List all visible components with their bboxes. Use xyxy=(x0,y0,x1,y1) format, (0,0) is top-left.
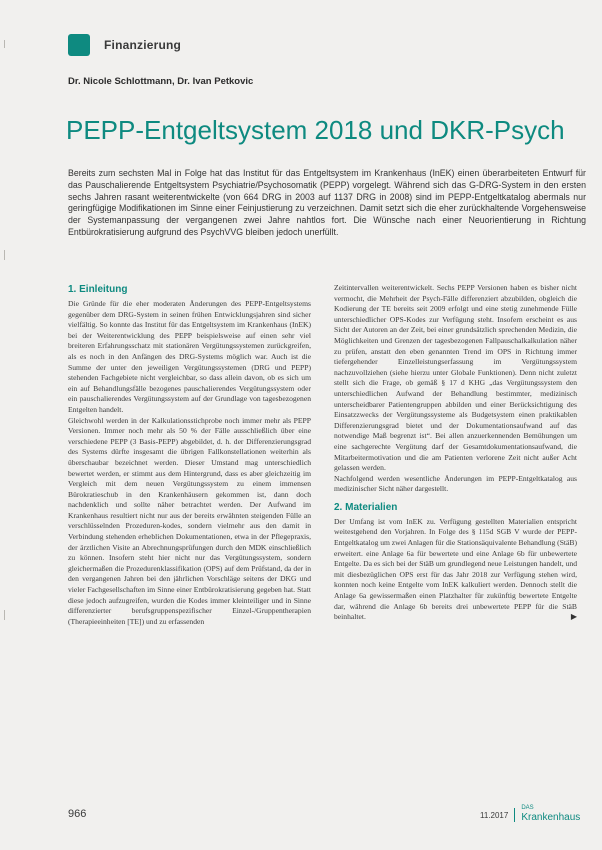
body-paragraph: Nachfolgend werden wesentliche Änderungen im PEPP-Entgeltkatalog aus medizinischer Sicht näher dargestellt. xyxy=(334,473,577,494)
issue-date: 11.2017 xyxy=(480,811,509,820)
footer-journal xyxy=(480,804,580,822)
scan-margin-mark xyxy=(4,250,5,260)
body-paragraph: Gleichwohl werden in der Kalkulationsstichprobe noch immer mehr als PEPP Versionen. Immer noch mehr als 50 % der Fälle ausschließlich über eine verschiedene PEPP (3 Basis-PEPP) abgebildet, d. h. der Differenzierungsgrad des Systems dürfte insgesamt die übrigen Fallkonstellationen weiterhin als überschaubar bezeichnet werden. Dieser Umstand mag unterschiedlich bewertet werden, er stimmt aus dem Hintergrund, dass es aber gleichzeitig im Vergleich mit dem neuen Vergütungssystem zu einem immensen Bürokratieschub in den Krankenhäusern gekommen ist, dann doch nachdenklich und sollte näher betrachtet werden. Der Aufwand im Krankenhaus resultiert nicht nur aus der bereits erwähnten steigenden Fülle an verschlüsselnden Prozeduren-kodes, sondern vielmehr aus den damit in Verbindung stehenden erheblichen Dokumentationen, etwa in der Pflegepraxis, der ärztlichen Visite an Abrechnungsprüfungen durch den MDK einschließlich zu können. Insofern steht hier nicht nur das Vergütungssystem, sondern gleichermaßen die Prozedurenklassifikation (OPS) auf dem Prüfstand, da der in den vergangenen Jahren bei den jährlichen Vorschläge seitens der DKG und vieler Fachgesellschaften im Sinne einer Entbürokratisierung gegeben hat. Statt diese jedoch aufzugreifen, wurden die Kodes immer kleinteiliger und in Sinne differenzierter berufsgruppenspezifischer Einzel-/Gruppentherapien (Therapieeinheiten [TE]) und zu erfassenden xyxy=(68,415,311,626)
section-category-label: Finanzierung xyxy=(104,38,182,52)
page-number: 966 xyxy=(68,808,87,820)
journal-logo-small: DAS xyxy=(521,805,534,811)
scan-margin-mark xyxy=(4,40,5,48)
article-title: PEPP-Entgeltsystem 2018 und DKR-Psych xyxy=(66,115,565,146)
journal-logo-name: Krankenhaus xyxy=(521,812,581,823)
journal-logo xyxy=(521,804,580,822)
scan-margin-mark xyxy=(4,610,5,620)
article-authors: Dr. Nicole Schlottmann, Dr. Ivan Petkovic xyxy=(68,76,254,87)
article-lead: Bereits zum sechsten Mal in Folge hat das Institut für das Entgeltsystem im Krankenhaus (InEK) einen überarbeiteten Entwurf für das Pauschalierende Entgeltsystem Psychiatrie/Psychosomatik (PEPP) vorgelegt. Während sich das G-DRG-System in den ersten sechs Jahren rasant weiterentwickelte (von 664 DRG in 2003 auf 1137 DRG in 2008) sind im PEPP-Entgeltkatalog abermals nur geringfügige Modifikationen im Sinne einer Feinjustierung zu verzeichnen. Damit setzt sich die eher zurückhaltende Vorgehensweise der Systemanpassung der vergangenen zwei Jahre nahtlos fort. Die Wünsche nach einer Neuorientierung in Richtung Entbürokratisierung aufgrund des PsychVVG bleiben jedoch unerfüllt. xyxy=(68,168,586,237)
section-heading-introduction: 1. Einleitung xyxy=(68,284,128,295)
footer-divider xyxy=(514,808,515,822)
column-right xyxy=(334,283,577,623)
body-paragraph-text: Der Umfang ist vom InEK zu. Verfügung gestellten Materialien entspricht weitestgehend den Vorjahren. In Folge des § 115d SGB V wurde der PEPP-Entgeltkatalog um zwei Anlagen für die Stationsäquivalente Behandlung (StäB) erweitert. eine Anlage 6a für bewertete und eine Anlage 6b für unbewertete Entgelte. Da es sich bei der StäB um grundlegend neue Leistungen handelt, und mit diesbezüglichen OPS erst für das Jahr 2018 zur Verfügung stehen wird, konnten noch keine Entgelte vom InEK kalkuliert werden. Dennoch stellt die Anlage 6a gewissermaßen einen Platzhalter für zukünftig bewertete Entgelte dar, während die Anlage 6b bereits drei unbewertete PEPP für die StäB beinhaltet. xyxy=(334,516,577,622)
body-paragraph: Die Gründe für die eher moderaten Änderungen des PEPP-Entgeltsystems gegenüber dem DRG-System in seinen frühen Entwicklungsjahren sind sicher vielfältig. So konnte das Institut für das Entgeltsystem im Krankenhaus (InEK) bei der Weiterentwicklung des PEPP beispielsweise auf einen sehr viel breiteren Erfahrungsschatz mit stationären Vergütungssystemen zurückgreifen, als es noch in den Anfängen des DRG-Systems möglich war. Auch ist die Summe der unter den jeweiligen Vergütungssystemen (DRG und PEPP) stehenden Fachgebiete nicht vergleichbar, so dass allein davon, ob es sich um ein auf Behandlungsfälle bezogenes pauschalierendes Vergütungssystem oder ein pauschalierendes Vergütungssystem auf der Grundlage von tagesbezogenen Entgelten handelt. xyxy=(68,299,311,414)
section-header xyxy=(68,34,181,56)
column-left xyxy=(68,283,311,627)
section-heading-materials: 2. Materialien xyxy=(334,501,398,513)
body-paragraph: Zeitintervallen weiterentwickelt. Sechs PEPP Versionen haben es bisher nicht vermocht, die Mehrheit der Psych-Fälle differenziert abzubilden, obgleich die Kodierung der TE bereits seit 2009 erfolgt und eine stetig zunehmende Fülle unterschiedlicher OPS-Kodes zur Verfügung steht. Insofern erscheint es aus Sicht der Autoren an der Zeit, bei einer grundsätzlich sprechenden Medizin, die Möglichkeiten und Grenzen der tagesbezogenen Fallpauschalkalkulation näher zu prüfen, anstatt den eben genannten Trend im OPS in Richtung immer tiefergehender Einzelleistungserfassung im Vergütungssystem nachzuvollziehen (siehe hierzu unter Globale Funktionen). Denn nicht zuletzt stellt sich die Frage, ob gemäß § 17 d KHG „das Vergütungssystem den unterschiedlichen Aufwand der Behandlung bestimmter, medizinisch unterscheidbarer Patientengruppen abbilden und einer Berücksichtigung des Einsatzzwecks der Vergütungssysteme als Budgetsystem einen praktikablen Differenzierungsgrad bietet und der Dokumentationsaufwand auf das notwendige Maß begrenzt ist“. Bei allen anzuerkennenden Bemühungen um eine sachgerechte Vergütung darf der Gesamtdokumentationsaufwand, die Mitarbeitermotivation und die am Patienten verlorene Zeit nicht außer Acht gelassen werden. xyxy=(334,283,577,473)
continue-arrow-icon: ▶ xyxy=(570,612,577,622)
body-paragraph xyxy=(334,517,577,623)
section-color-square xyxy=(68,34,90,56)
